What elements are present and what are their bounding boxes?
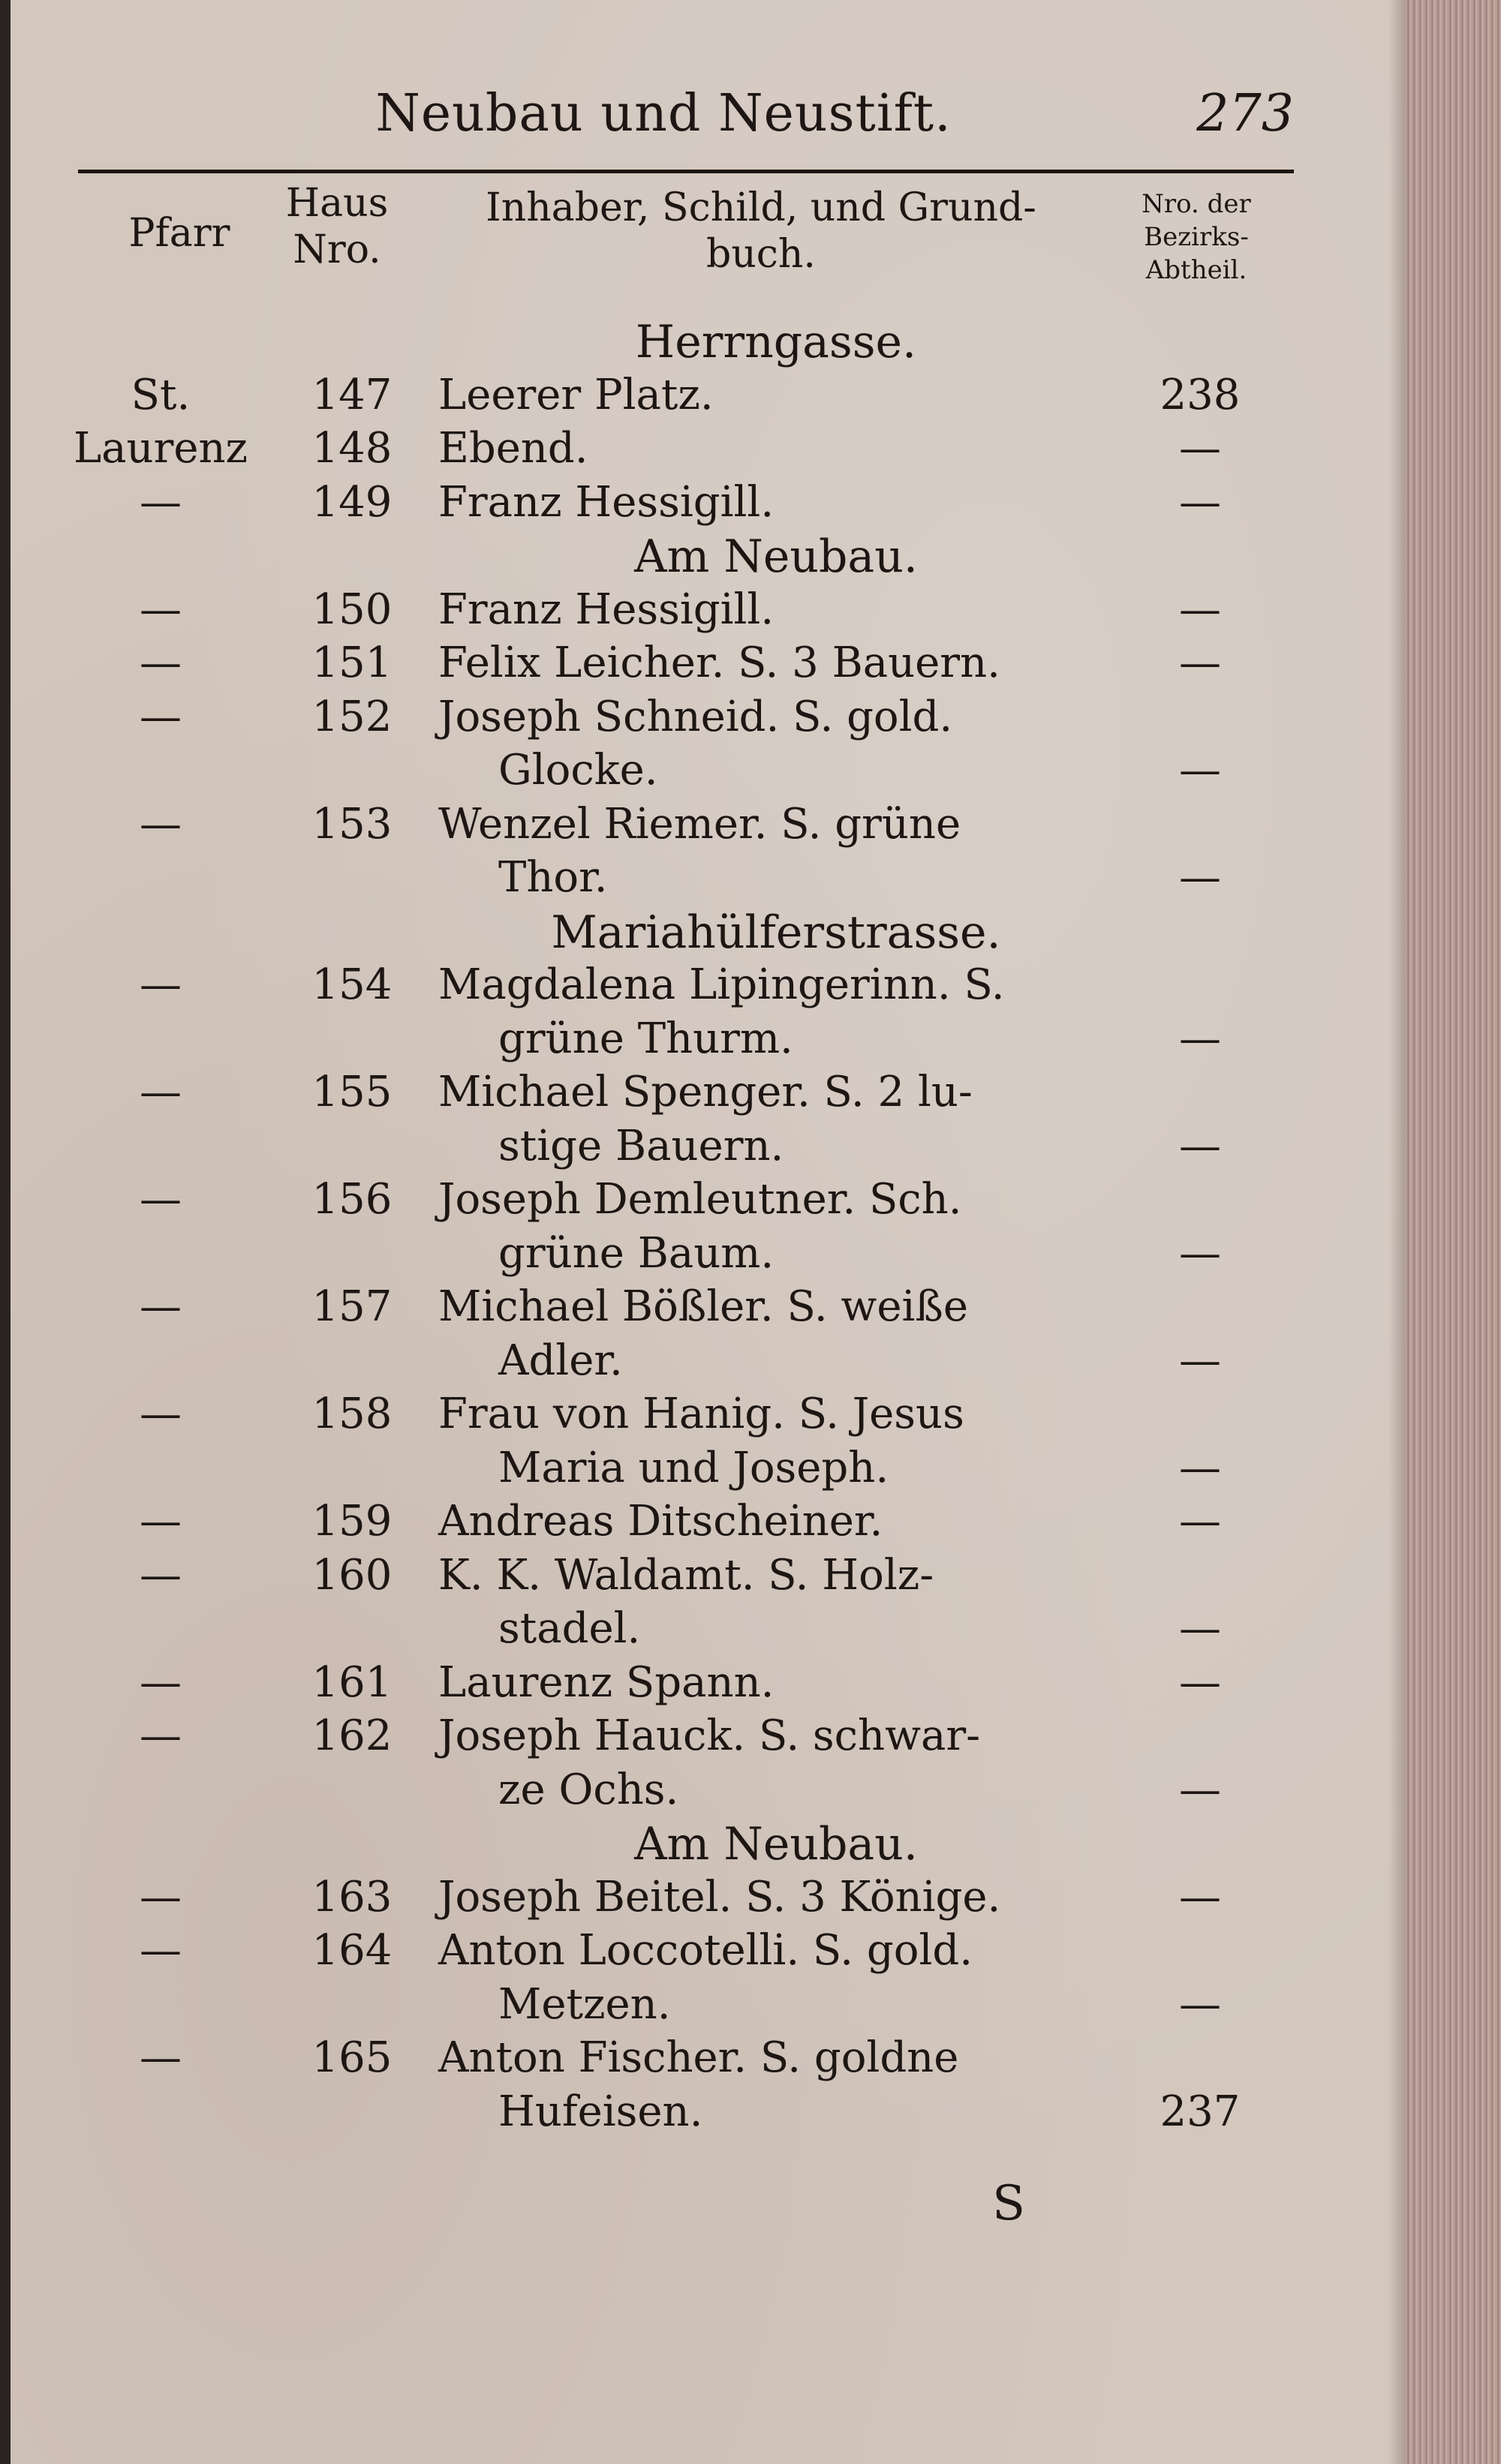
house-number-cell: 157 — [311, 1282, 393, 1331]
column-header-inhaber — [438, 185, 1084, 278]
parish-cell: — — [140, 585, 182, 634]
parish-cell: — — [140, 1926, 182, 1975]
district-number-cell: — — [1179, 478, 1221, 527]
register-row-continuation — [11, 1442, 1408, 1495]
owner-sign-cell: Wenzel Riemer. S. grüne — [438, 800, 961, 849]
register-row — [11, 637, 1408, 690]
parish-cell: — — [140, 478, 182, 527]
register-row-continuation — [11, 744, 1408, 797]
register-row-continuation — [11, 1603, 1408, 1655]
page-number: 273 — [1196, 84, 1294, 143]
header-rule — [78, 170, 1294, 173]
house-number-cell: 149 — [311, 478, 393, 527]
district-number-cell: 237 — [1160, 2087, 1241, 2136]
owner-sign-cell: Glocke. — [498, 746, 658, 795]
parish-cell: — — [140, 1711, 182, 1760]
owner-sign-cell: K. K. Waldamt. S. Holz- — [438, 1551, 934, 1600]
owner-sign-cell: grüne Thurm. — [498, 1014, 793, 1063]
house-number-cell: 154 — [311, 960, 393, 1009]
register-row — [11, 476, 1408, 529]
register-row — [11, 798, 1408, 851]
register-row-continuation — [11, 852, 1408, 904]
owner-sign-cell: Anton Loccotelli. S. gold. — [438, 1926, 973, 1975]
house-number-cell: 153 — [311, 800, 393, 849]
owner-sign-cell: Michael Bößler. S. weiße — [438, 1282, 968, 1331]
house-number-cell: 159 — [311, 1497, 393, 1546]
owner-sign-cell: Joseph Hauck. S. schwar- — [438, 1711, 981, 1760]
parish-cell: St. — [131, 371, 191, 419]
house-number-cell: 152 — [311, 693, 393, 741]
parish-cell: — — [140, 639, 182, 687]
owner-sign-cell: grüne Baum. — [498, 1229, 775, 1278]
house-number-cell: 163 — [311, 1873, 393, 1922]
parish-cell: — — [140, 2033, 182, 2082]
owner-sign-cell: Magdalena Lipingerinn. S. — [438, 960, 1005, 1009]
parish-cell: — — [140, 1282, 182, 1331]
district-number-cell: — — [1179, 1014, 1221, 1063]
register-row-continuation — [11, 1764, 1408, 1816]
district-number-cell: — — [1179, 1658, 1221, 1707]
owner-sign-cell: Felix Leicher. S. 3 Bauern. — [438, 639, 1000, 687]
owner-sign-cell: Metzen. — [498, 1980, 671, 2029]
house-number-cell: 155 — [311, 1068, 393, 1116]
register-row-continuation — [11, 1120, 1408, 1173]
column-header-bezirk — [1091, 188, 1301, 287]
column-header-bezirk-line3: Abtheil. — [1145, 255, 1247, 285]
district-number-cell: — — [1179, 1497, 1221, 1546]
register-row — [11, 1657, 1408, 1709]
owner-sign-cell: Michael Spenger. S. 2 lu- — [438, 1068, 973, 1116]
house-number-cell: 156 — [311, 1175, 393, 1224]
owner-sign-cell: stadel. — [498, 1604, 641, 1653]
owner-sign-cell: Frau von Hanig. S. Jesus — [438, 1390, 964, 1438]
column-header-inhaber-line2: buch. — [706, 232, 816, 277]
register-row-continuation — [11, 1335, 1408, 1387]
owner-sign-cell: ze Ochs. — [498, 1765, 679, 1814]
register-row — [11, 1173, 1408, 1226]
register-row-continuation — [11, 1227, 1408, 1280]
house-number-cell: 164 — [311, 1926, 393, 1975]
register-row-continuation — [11, 2086, 1408, 2138]
parish-cell: — — [140, 1175, 182, 1224]
register-row — [11, 422, 1408, 475]
house-number-cell: 161 — [311, 1658, 393, 1707]
owner-sign-cell: Ebend. — [438, 424, 588, 473]
district-number-cell: — — [1179, 1444, 1221, 1492]
owner-sign-cell: Laurenz Spann. — [438, 1658, 775, 1707]
register-row — [11, 1388, 1408, 1441]
owner-sign-cell: Anton Fischer. S. goldne — [438, 2033, 959, 2082]
house-number-cell: 148 — [311, 424, 393, 473]
owner-sign-cell: Thor. — [498, 853, 608, 902]
district-number-cell: — — [1179, 1980, 1221, 2029]
register-row — [11, 2032, 1408, 2084]
district-number-cell: — — [1179, 585, 1221, 634]
parish-cell: — — [140, 1658, 182, 1707]
house-number-cell: 165 — [311, 2033, 393, 2082]
district-number-cell: — — [1179, 1122, 1221, 1170]
column-header-pfarr — [93, 210, 266, 257]
column-header-pfarr-text: Pfarr — [128, 211, 230, 256]
catchword: S — [992, 2176, 1025, 2231]
district-number-cell: — — [1179, 746, 1221, 795]
parish-cell: — — [140, 1068, 182, 1116]
house-number-cell: 147 — [311, 371, 393, 419]
house-number-cell: 151 — [311, 639, 393, 687]
district-number-cell: — — [1179, 1873, 1221, 1922]
district-number-cell: — — [1179, 1765, 1221, 1814]
register-row — [11, 1925, 1408, 1977]
register-row — [11, 1495, 1408, 1548]
section-heading: Mariahülferstrasse. — [551, 906, 1001, 959]
owner-sign-cell: Andreas Ditscheiner. — [438, 1497, 883, 1546]
district-number-cell: 238 — [1160, 371, 1241, 419]
parish-cell: — — [140, 693, 182, 741]
owner-sign-cell: Leerer Platz. — [438, 371, 714, 419]
running-title: Neubau und Neustift. — [375, 84, 952, 143]
parish-cell: — — [140, 1551, 182, 1600]
register-row — [11, 959, 1408, 1011]
register-row — [11, 584, 1408, 636]
owner-sign-cell: Franz Hessigill. — [438, 478, 775, 527]
register-row — [11, 1871, 1408, 1924]
owner-sign-cell: Joseph Demleutner. Sch. — [438, 1175, 962, 1224]
column-header-haus-line2: Nro. — [293, 227, 381, 272]
owner-sign-cell: Hufeisen. — [498, 2087, 703, 2136]
column-header-inhaber-line1: Inhaber, Schild, und Grund- — [486, 185, 1036, 230]
register-row — [11, 1710, 1408, 1762]
district-number-cell: — — [1179, 424, 1221, 473]
parish-cell: Laurenz — [73, 424, 248, 473]
parish-cell: — — [140, 1497, 182, 1546]
section-heading: Am Neubau. — [634, 1818, 918, 1871]
district-number-cell: — — [1179, 639, 1221, 687]
parish-cell: — — [140, 1390, 182, 1438]
column-header-bezirk-line2: Bezirks- — [1144, 222, 1249, 252]
register-row-continuation — [11, 1979, 1408, 2031]
column-header-bezirk-line1: Nro. der — [1142, 189, 1251, 219]
section-heading: Herrngasse. — [635, 316, 917, 368]
column-header-haus-line1: Haus — [285, 181, 389, 226]
owner-sign-cell: Joseph Beitel. S. 3 Könige. — [438, 1873, 1001, 1922]
section-heading: Am Neubau. — [634, 530, 918, 583]
district-number-cell: — — [1179, 853, 1221, 902]
register-row — [11, 369, 1408, 422]
district-number-cell: — — [1179, 1604, 1221, 1653]
book-page-edges — [1405, 0, 1501, 2464]
parish-cell: — — [140, 800, 182, 849]
owner-sign-cell: Joseph Schneid. S. gold. — [438, 693, 953, 741]
column-header-haus-nr — [273, 180, 401, 273]
register-row — [11, 691, 1408, 744]
book-page — [11, 0, 1408, 2464]
house-number-cell: 150 — [311, 585, 393, 634]
house-number-cell: 160 — [311, 1551, 393, 1600]
register-row — [11, 1549, 1408, 1602]
parish-cell: — — [140, 960, 182, 1009]
owner-sign-cell: stige Bauern. — [498, 1122, 784, 1170]
register-row-continuation — [11, 1013, 1408, 1065]
register-row — [11, 1066, 1408, 1119]
house-number-cell: 162 — [311, 1711, 393, 1760]
owner-sign-cell: Franz Hessigill. — [438, 585, 775, 634]
district-number-cell: — — [1179, 1229, 1221, 1278]
register-row — [11, 1281, 1408, 1333]
owner-sign-cell: Maria und Joseph. — [498, 1444, 889, 1492]
house-number-cell: 158 — [311, 1390, 393, 1438]
owner-sign-cell: Adler. — [498, 1336, 623, 1385]
parish-cell: — — [140, 1873, 182, 1922]
district-number-cell: — — [1179, 1336, 1221, 1385]
